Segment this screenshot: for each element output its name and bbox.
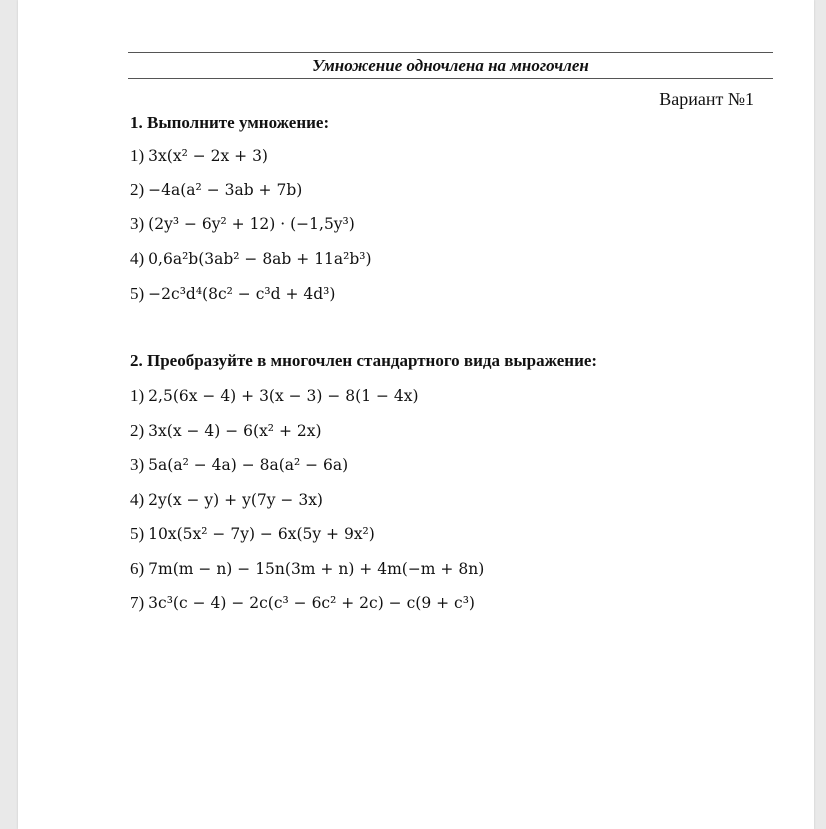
task-expression: (2y³ − 6y² + 12) · (−1,5y³) xyxy=(148,215,355,233)
worksheet-page xyxy=(18,0,814,829)
task-1-5 xyxy=(130,284,335,304)
task-number: 5) xyxy=(130,524,145,543)
document-title: Умножение одночлена на многочлен xyxy=(312,56,589,75)
task-2-1 xyxy=(130,386,419,406)
task-number: 1) xyxy=(130,386,145,405)
task-expression: 5a(a² − 4a) − 8a(a² − 6a) xyxy=(148,456,349,474)
task-2-5 xyxy=(130,524,375,544)
variant-label: Вариант №1 xyxy=(659,89,754,109)
task-expression: 2,5(6x − 4) + 3(x − 3) − 8(1 − 4x) xyxy=(148,387,419,405)
task-2-4 xyxy=(130,490,323,510)
title-rule-bottom xyxy=(128,78,773,79)
task-number: 2) xyxy=(130,180,145,199)
task-expression: 7m(m − n) − 15n(3m + n) + 4m(−m + 8n) xyxy=(148,560,485,578)
task-2-6 xyxy=(130,559,484,579)
section-1-heading: 1. Выполните умножение: xyxy=(130,113,330,132)
task-expression: −2c³d⁴(8c² − c³d + 4d³) xyxy=(148,285,336,303)
task-expression: 10x(5x² − 7y) − 6x(5y + 9x²) xyxy=(148,525,375,543)
task-expression: 3x(x² − 2x + 3) xyxy=(148,147,268,165)
task-number: 3) xyxy=(130,214,145,233)
task-1-3 xyxy=(130,214,355,234)
task-2-2 xyxy=(130,421,322,441)
section-2-heading: 2. Преобразуйте в многочлен стандартного вида выражение: xyxy=(130,351,598,370)
task-number: 5) xyxy=(130,284,145,303)
task-expression: 0,6a²b(3ab² − 8ab + 11a²b³) xyxy=(148,250,372,268)
task-1-2 xyxy=(130,180,302,200)
task-expression: 2y(x − y) + y(7y − 3x) xyxy=(148,491,323,509)
task-number: 2) xyxy=(130,421,145,440)
task-number: 1) xyxy=(130,146,145,165)
task-1-1 xyxy=(130,146,268,166)
task-number: 4) xyxy=(130,249,145,268)
task-number: 7) xyxy=(130,593,145,612)
task-expression: −4a(a² − 3ab + 7b) xyxy=(148,181,303,199)
task-number: 4) xyxy=(130,490,145,509)
task-2-7 xyxy=(130,593,475,613)
task-expression: 3x(x − 4) − 6(x² + 2x) xyxy=(148,422,322,440)
task-number: 6) xyxy=(130,559,145,578)
task-2-3 xyxy=(130,455,348,475)
task-1-4 xyxy=(130,249,372,269)
task-number: 3) xyxy=(130,455,145,474)
task-expression: 3c³(c − 4) − 2c(c³ − 6c² + 2c) − c(9 + c³) xyxy=(148,594,475,612)
title-rule-top xyxy=(128,52,773,53)
